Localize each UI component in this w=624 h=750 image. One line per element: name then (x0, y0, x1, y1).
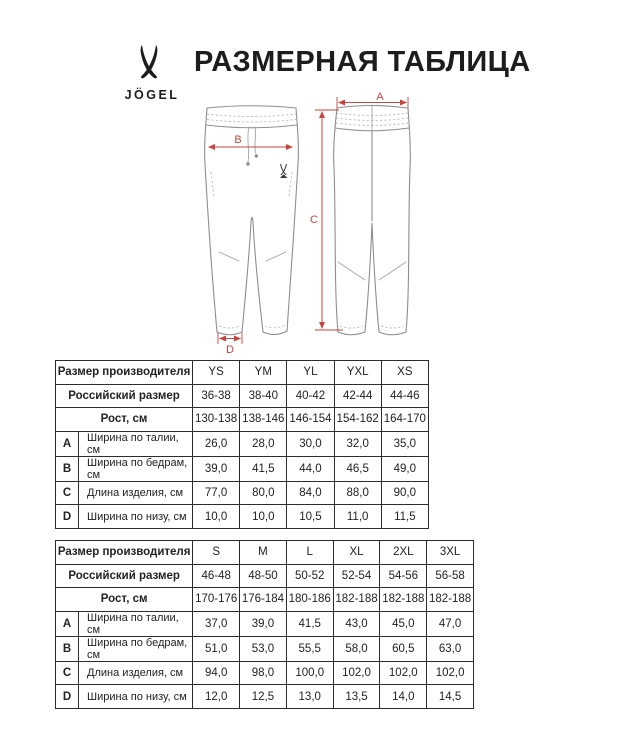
row-value-cell: 43,0 (333, 611, 380, 636)
dim-label-a: A (376, 92, 384, 103)
size-table-adult (55, 540, 474, 709)
row-key-cell: D (56, 505, 79, 529)
header-label-cell: Рост, см (56, 588, 193, 612)
row-value-cell: 11,5 (381, 505, 428, 529)
row-key-cell: B (56, 636, 79, 661)
row-label-cell: Ширина по талии, см (79, 431, 193, 456)
row-key-cell: B (56, 456, 79, 481)
header-value-cell: 176-184 (240, 588, 287, 612)
table-row (56, 661, 474, 685)
row-value-cell: 98,0 (240, 661, 287, 685)
header-value-cell: L (286, 541, 333, 565)
header-value-cell: 170-176 (193, 588, 240, 612)
header-value-cell: 182-188 (380, 588, 427, 612)
row-value-cell: 51,0 (193, 636, 240, 661)
pocket-stitch-right (289, 172, 292, 197)
row-value-cell: 10,0 (193, 505, 240, 529)
table-header-row (56, 564, 474, 588)
brand-wordmark: JÖGEL (124, 88, 180, 102)
dim-arrow-d (218, 333, 242, 356)
pants-diagram (180, 92, 480, 358)
row-value-cell: 47,0 (427, 611, 474, 636)
header-value-cell: 3XL (427, 541, 474, 565)
row-value-cell: 60,5 (380, 636, 427, 661)
table-row (56, 481, 429, 505)
header-value-cell: 138-146 (240, 408, 287, 432)
row-value-cell: 102,0 (380, 661, 427, 685)
row-value-cell: 41,5 (286, 611, 333, 636)
row-key-cell: A (56, 431, 79, 456)
header-value-cell: 48-50 (240, 564, 287, 588)
row-value-cell: 14,5 (427, 685, 474, 709)
row-value-cell: 13,5 (333, 685, 380, 709)
dim-label-b: B (234, 134, 242, 146)
header-value-cell: S (193, 541, 240, 565)
dim-arrow-c (310, 110, 343, 330)
header-value-cell: XL (333, 541, 380, 565)
row-value-cell: 88,0 (334, 481, 381, 505)
header-value-cell: 146-154 (287, 408, 334, 432)
row-value-cell: 32,0 (334, 431, 381, 456)
row-value-cell: 100,0 (286, 661, 333, 685)
table-row (56, 505, 429, 529)
row-key-cell: A (56, 611, 79, 636)
row-value-cell: 41,5 (240, 456, 287, 481)
header-value-cell: 40-42 (287, 384, 334, 408)
row-value-cell: 53,0 (240, 636, 287, 661)
header-label-cell: Российский размер (56, 384, 193, 408)
row-value-cell: 44,0 (287, 456, 334, 481)
header-value-cell: YL (287, 361, 334, 385)
row-value-cell: 84,0 (287, 481, 334, 505)
header-value-cell: 164-170 (381, 408, 428, 432)
header-label-cell: Размер производителя (56, 361, 193, 385)
dim-arrow-b (209, 134, 293, 147)
row-label-cell: Длина изделия, см (79, 481, 193, 505)
row-key-cell: C (56, 661, 79, 685)
row-value-cell: 13,0 (286, 685, 333, 709)
row-value-cell: 63,0 (427, 636, 474, 661)
row-value-cell: 10,5 (287, 505, 334, 529)
row-value-cell: 28,0 (240, 431, 287, 456)
row-key-cell: D (56, 685, 79, 709)
header-value-cell: 52-54 (333, 564, 380, 588)
header-value-cell: 154-162 (334, 408, 381, 432)
drawstring (246, 127, 258, 166)
row-value-cell: 77,0 (193, 481, 240, 505)
header-label-cell: Рост, см (56, 408, 193, 432)
row-label-cell: Длина изделия, см (79, 661, 193, 685)
header-value-cell: 50-52 (286, 564, 333, 588)
table-row (56, 456, 429, 481)
table-row (56, 611, 474, 636)
row-value-cell: 58,0 (333, 636, 380, 661)
row-value-cell: 102,0 (333, 661, 380, 685)
page-title: РАЗМЕРНАЯ ТАБЛИЦА (194, 46, 531, 78)
row-value-cell: 45,0 (380, 611, 427, 636)
table-row (56, 636, 474, 661)
header-value-cell: 182-188 (333, 588, 380, 612)
header-value-cell: 2XL (380, 541, 427, 565)
leg-logo-icon (280, 164, 288, 178)
row-value-cell: 90,0 (381, 481, 428, 505)
row-value-cell: 37,0 (193, 611, 240, 636)
row-value-cell: 46,5 (334, 456, 381, 481)
row-value-cell: 55,5 (286, 636, 333, 661)
row-label-cell: Ширина по низу, см (79, 685, 193, 709)
pants-front-view (205, 106, 299, 356)
header-value-cell: XS (381, 361, 428, 385)
table-header-row (56, 588, 474, 612)
row-value-cell: 30,0 (287, 431, 334, 456)
table-row (56, 685, 474, 709)
row-value-cell: 35,0 (381, 431, 428, 456)
header-value-cell: 130-138 (193, 408, 240, 432)
row-label-cell: Ширина по бедрам, см (79, 456, 193, 481)
row-value-cell: 80,0 (240, 481, 287, 505)
row-value-cell: 10,0 (240, 505, 287, 529)
header-value-cell: YM (240, 361, 287, 385)
header-value-cell: M (240, 541, 287, 565)
table-header-row (56, 408, 429, 432)
row-value-cell: 11,0 (334, 505, 381, 529)
row-value-cell: 14,0 (380, 685, 427, 709)
row-value-cell: 49,0 (381, 456, 428, 481)
header-value-cell: 54-56 (380, 564, 427, 588)
header-value-cell: 36-38 (193, 384, 240, 408)
dim-label-c: C (310, 214, 318, 226)
header-value-cell: 44-46 (381, 384, 428, 408)
table-header-row (56, 384, 429, 408)
pocket-stitch-left (211, 172, 214, 197)
header-value-cell: 182-188 (427, 588, 474, 612)
row-value-cell: 12,5 (240, 685, 287, 709)
header-value-cell: 180-186 (286, 588, 333, 612)
table-row (56, 431, 429, 456)
table-header-row (56, 541, 474, 565)
table-header-row (56, 361, 429, 385)
row-value-cell: 26,0 (193, 431, 240, 456)
header-label-cell: Размер производителя (56, 541, 193, 565)
size-table-youth (55, 360, 429, 529)
header-value-cell: 38-40 (240, 384, 287, 408)
row-value-cell: 39,0 (193, 456, 240, 481)
header-value-cell: YXL (334, 361, 381, 385)
header-label-cell: Российский размер (56, 564, 193, 588)
row-label-cell: Ширина по талии, см (79, 611, 193, 636)
row-key-cell: C (56, 481, 79, 505)
pants-back-view (310, 92, 410, 335)
row-value-cell: 12,0 (193, 685, 240, 709)
header-value-cell: 56-58 (427, 564, 474, 588)
header-value-cell: 46-48 (193, 564, 240, 588)
row-value-cell: 39,0 (240, 611, 287, 636)
header-value-cell: 42-44 (334, 384, 381, 408)
row-label-cell: Ширина по бедрам, см (79, 636, 193, 661)
row-label-cell: Ширина по низу, см (79, 505, 193, 529)
row-value-cell: 94,0 (193, 661, 240, 685)
jogel-logo-icon (134, 42, 164, 87)
row-value-cell: 102,0 (427, 661, 474, 685)
dim-label-d: D (226, 344, 234, 356)
header-value-cell: YS (193, 361, 240, 385)
